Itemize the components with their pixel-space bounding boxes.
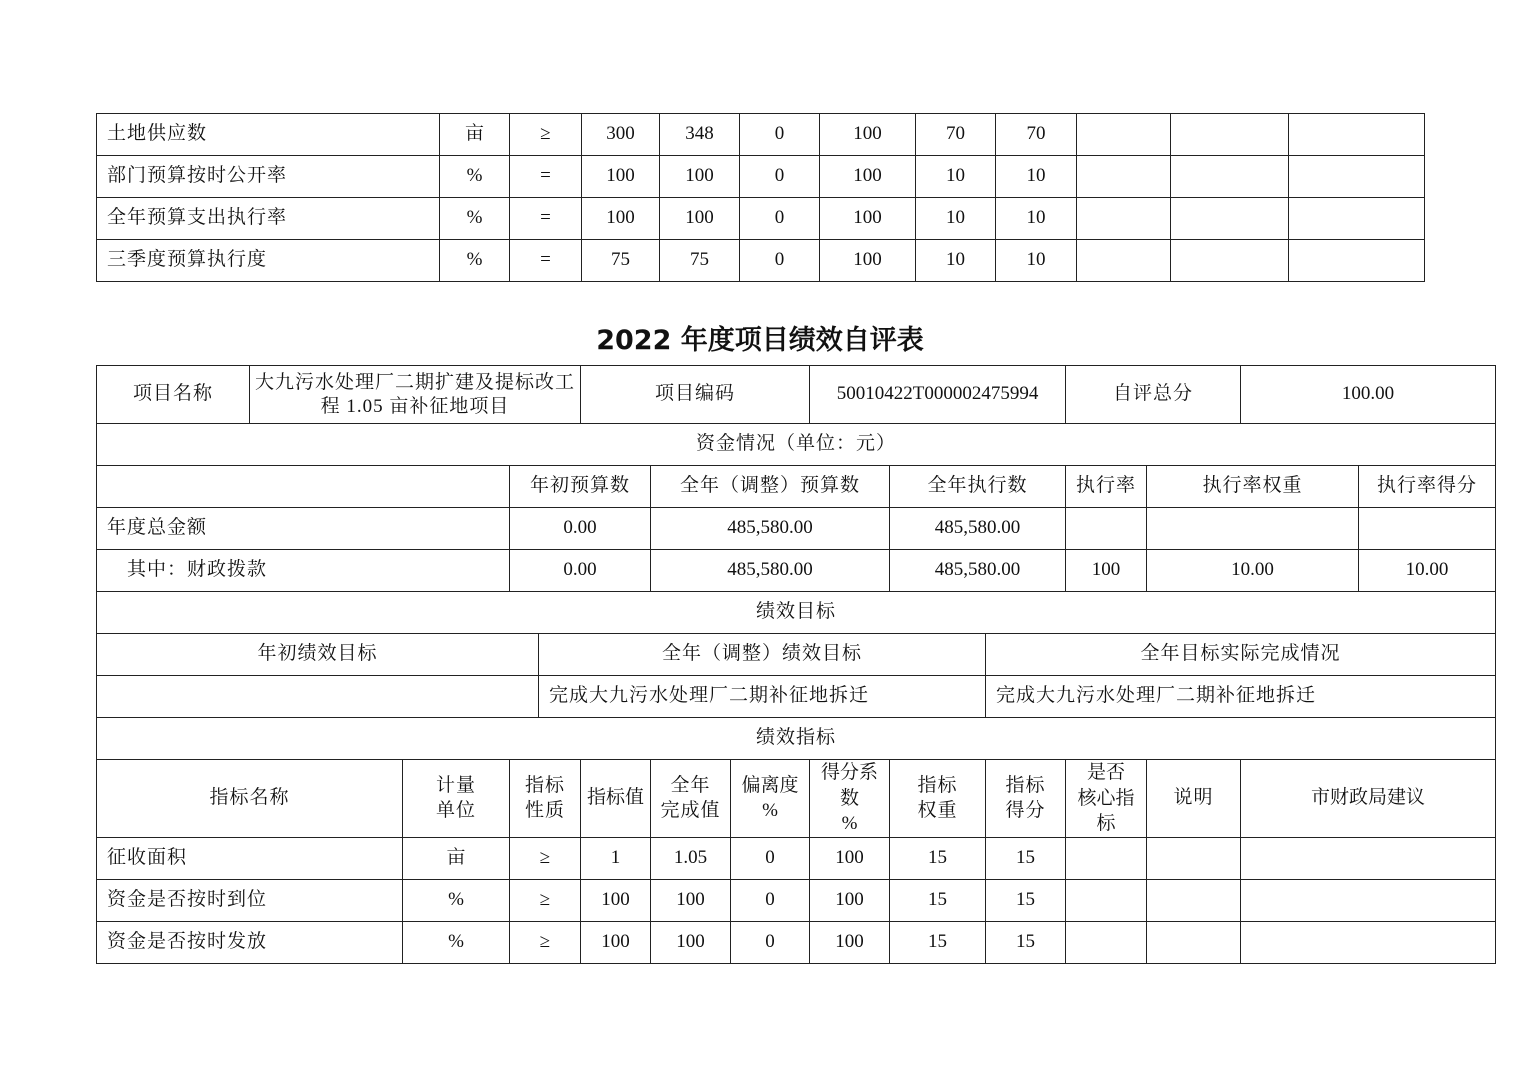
indicator-nature: = — [510, 156, 582, 198]
indicator-deviation: 0 — [740, 114, 820, 156]
indicator-nature: = — [510, 240, 582, 282]
project-name-value: 大九污水处理厂二期扩建及提标改工程 1.05 亩补征地项目 — [250, 366, 581, 424]
indicator-deviation: 0 — [731, 879, 810, 921]
indicator-coefficient: 100 — [820, 240, 916, 282]
ind-header-value: 指标值 — [581, 760, 651, 838]
ind-header-score: 指标 得分 — [986, 760, 1066, 838]
indicator-score: 15 — [986, 921, 1066, 963]
indicator-score: 15 — [986, 837, 1066, 879]
table-row — [97, 156, 1425, 198]
ind-header-coef: 得分系数 % — [810, 760, 890, 838]
indicator-done: 100 — [660, 156, 740, 198]
funds-cell: 485,580.00 — [651, 550, 890, 592]
funds-header-rate: 执行率 — [1066, 466, 1147, 508]
funds-cell: 485,580.00 — [651, 508, 890, 550]
indicator-done: 348 — [660, 114, 740, 156]
funds-cell — [1147, 508, 1359, 550]
indicator-value: 100 — [581, 921, 651, 963]
indicator-coefficient: 100 — [820, 114, 916, 156]
funds-row-total — [97, 508, 1496, 550]
self-score-value: 100.00 — [1241, 366, 1496, 424]
indicator-deviation: 0 — [740, 156, 820, 198]
indicator-weight: 10 — [916, 240, 996, 282]
ind-header-unit: 计量 单位 — [403, 760, 510, 838]
indicator-value: 100 — [581, 879, 651, 921]
indicator-deviation: 0 — [731, 921, 810, 963]
indicator-weight: 10 — [916, 198, 996, 240]
funds-cell: 0.00 — [510, 508, 651, 550]
goals-section-header: 绩效目标 — [97, 592, 1496, 634]
indicator-unit: 亩 — [403, 837, 510, 879]
indicator-name: 三季度预算执行度 — [97, 240, 440, 282]
indicator-value: 1 — [581, 837, 651, 879]
indicator-coefficient: 100 — [820, 156, 916, 198]
goals-value-initial — [97, 676, 539, 718]
funds-cell — [1066, 508, 1147, 550]
indicator-core — [1077, 198, 1171, 240]
funds-header-weight: 执行率权重 — [1147, 466, 1359, 508]
indicator-unit: % — [403, 921, 510, 963]
goals-value-adjusted: 完成大九污水处理厂二期补征地拆迁 — [539, 676, 986, 718]
indicator-table-continued — [96, 113, 1425, 282]
ind-header-name: 指标名称 — [97, 760, 403, 838]
indicator-note — [1147, 837, 1241, 879]
goals-header-actual: 全年目标实际完成情况 — [986, 634, 1496, 676]
indicator-nature: ≥ — [510, 921, 581, 963]
indicator-score: 10 — [996, 240, 1077, 282]
indicator-nature: ≥ — [510, 879, 581, 921]
funds-header-adjusted: 全年（调整）预算数 — [651, 466, 890, 508]
indicator-name: 土地供应数 — [97, 114, 440, 156]
funds-cell: 485,580.00 — [890, 508, 1066, 550]
indicator-note — [1171, 240, 1289, 282]
table-row — [97, 921, 1496, 963]
indicator-name: 部门预算按时公开率 — [97, 156, 440, 198]
table-row — [97, 240, 1425, 282]
indicator-coefficient: 100 — [810, 837, 890, 879]
ind-header-weight: 指标 权重 — [890, 760, 986, 838]
indicator-weight: 15 — [890, 837, 986, 879]
indicator-advice — [1289, 114, 1425, 156]
indicator-nature: = — [510, 198, 582, 240]
funds-header-initial: 年初预算数 — [510, 466, 651, 508]
indicator-unit: % — [440, 240, 510, 282]
page-title: 2022 年度项目绩效自评表 — [596, 325, 924, 356]
indicator-core — [1066, 921, 1147, 963]
goals-value-actual: 完成大九污水处理厂二期补征地拆迁 — [986, 676, 1496, 718]
indicator-advice — [1289, 240, 1425, 282]
indicator-score: 10 — [996, 156, 1077, 198]
funds-cell: 100 — [1066, 550, 1147, 592]
indicator-core — [1066, 837, 1147, 879]
indicator-name: 全年预算支出执行率 — [97, 198, 440, 240]
indicator-unit: 亩 — [440, 114, 510, 156]
indicator-note — [1147, 921, 1241, 963]
indicator-deviation: 0 — [740, 198, 820, 240]
funds-row-label: 年度总金额 — [97, 508, 510, 550]
indicator-nature: ≥ — [510, 837, 581, 879]
project-code-label: 项目编码 — [581, 366, 810, 424]
ind-header-nature: 指标 性质 — [510, 760, 581, 838]
indicator-value: 300 — [582, 114, 660, 156]
funds-header-blank — [97, 466, 510, 508]
indicator-weight: 15 — [890, 879, 986, 921]
funds-header-executed: 全年执行数 — [890, 466, 1066, 508]
goals-value-row — [97, 676, 1496, 718]
ind-header-core: 是否 核心指标 — [1066, 760, 1147, 838]
self-score-label: 自评总分 — [1066, 366, 1241, 424]
goals-header-row — [97, 634, 1496, 676]
indicator-done: 100 — [660, 198, 740, 240]
indicator-done: 100 — [651, 921, 731, 963]
table-row — [97, 114, 1425, 156]
project-name-label: 项目名称 — [97, 366, 250, 424]
goals-header-initial: 年初绩效目标 — [97, 634, 539, 676]
funds-section-row — [97, 424, 1496, 466]
goals-section-row — [97, 592, 1496, 634]
indicator-note — [1171, 198, 1289, 240]
funds-row-fiscal — [97, 550, 1496, 592]
funds-row-label: 其中：财政拨款 — [97, 550, 510, 592]
indicator-unit: % — [440, 156, 510, 198]
table-row — [97, 837, 1496, 879]
indicator-advice — [1241, 879, 1496, 921]
ind-header-advice: 市财政局建议 — [1241, 760, 1496, 838]
indicator-score: 15 — [986, 879, 1066, 921]
indicator-deviation: 0 — [740, 240, 820, 282]
indicator-advice — [1289, 198, 1425, 240]
indicator-coefficient: 100 — [820, 198, 916, 240]
indicator-weight: 15 — [890, 921, 986, 963]
indicators-header-row — [97, 760, 1496, 838]
indicator-name: 征收面积 — [97, 837, 403, 879]
indicator-done: 100 — [651, 879, 731, 921]
indicator-score: 70 — [996, 114, 1077, 156]
project-info-row — [97, 366, 1496, 424]
funds-header-score: 执行率得分 — [1359, 466, 1496, 508]
funds-cell — [1359, 508, 1496, 550]
indicator-weight: 10 — [916, 156, 996, 198]
indicator-nature: ≥ — [510, 114, 582, 156]
indicator-advice — [1289, 156, 1425, 198]
project-code-value: 50010422T000002475994 — [810, 366, 1066, 424]
indicator-unit: % — [403, 879, 510, 921]
ind-header-dev: 偏离度 % — [731, 760, 810, 838]
funds-cell: 10.00 — [1359, 550, 1496, 592]
indicator-advice — [1241, 837, 1496, 879]
indicator-note — [1171, 156, 1289, 198]
ind-header-note: 说明 — [1147, 760, 1241, 838]
indicator-core — [1077, 156, 1171, 198]
funds-cell: 0.00 — [510, 550, 651, 592]
indicator-core — [1077, 240, 1171, 282]
indicator-core — [1077, 114, 1171, 156]
indicator-done: 1.05 — [651, 837, 731, 879]
indicators-section-header: 绩效指标 — [97, 718, 1496, 760]
indicator-coefficient: 100 — [810, 921, 890, 963]
indicator-core — [1066, 879, 1147, 921]
indicator-note — [1147, 879, 1241, 921]
indicator-advice — [1241, 921, 1496, 963]
self-evaluation-table — [96, 365, 1496, 964]
indicator-deviation: 0 — [731, 837, 810, 879]
indicator-name: 资金是否按时到位 — [97, 879, 403, 921]
table-row — [97, 879, 1496, 921]
indicator-value: 100 — [582, 156, 660, 198]
indicator-coefficient: 100 — [810, 879, 890, 921]
funds-header-row — [97, 466, 1496, 508]
indicator-done: 75 — [660, 240, 740, 282]
indicator-weight: 70 — [916, 114, 996, 156]
funds-cell: 10.00 — [1147, 550, 1359, 592]
indicator-score: 10 — [996, 198, 1077, 240]
indicators-section-row — [97, 718, 1496, 760]
indicator-value: 100 — [582, 198, 660, 240]
indicator-note — [1171, 114, 1289, 156]
indicator-name: 资金是否按时发放 — [97, 921, 403, 963]
table-row — [97, 198, 1425, 240]
ind-header-done: 全年 完成值 — [651, 760, 731, 838]
indicator-value: 75 — [582, 240, 660, 282]
funds-section-header: 资金情况（单位：元） — [97, 424, 1496, 466]
indicator-unit: % — [440, 198, 510, 240]
funds-cell: 485,580.00 — [890, 550, 1066, 592]
goals-header-adjusted: 全年（调整）绩效目标 — [539, 634, 986, 676]
